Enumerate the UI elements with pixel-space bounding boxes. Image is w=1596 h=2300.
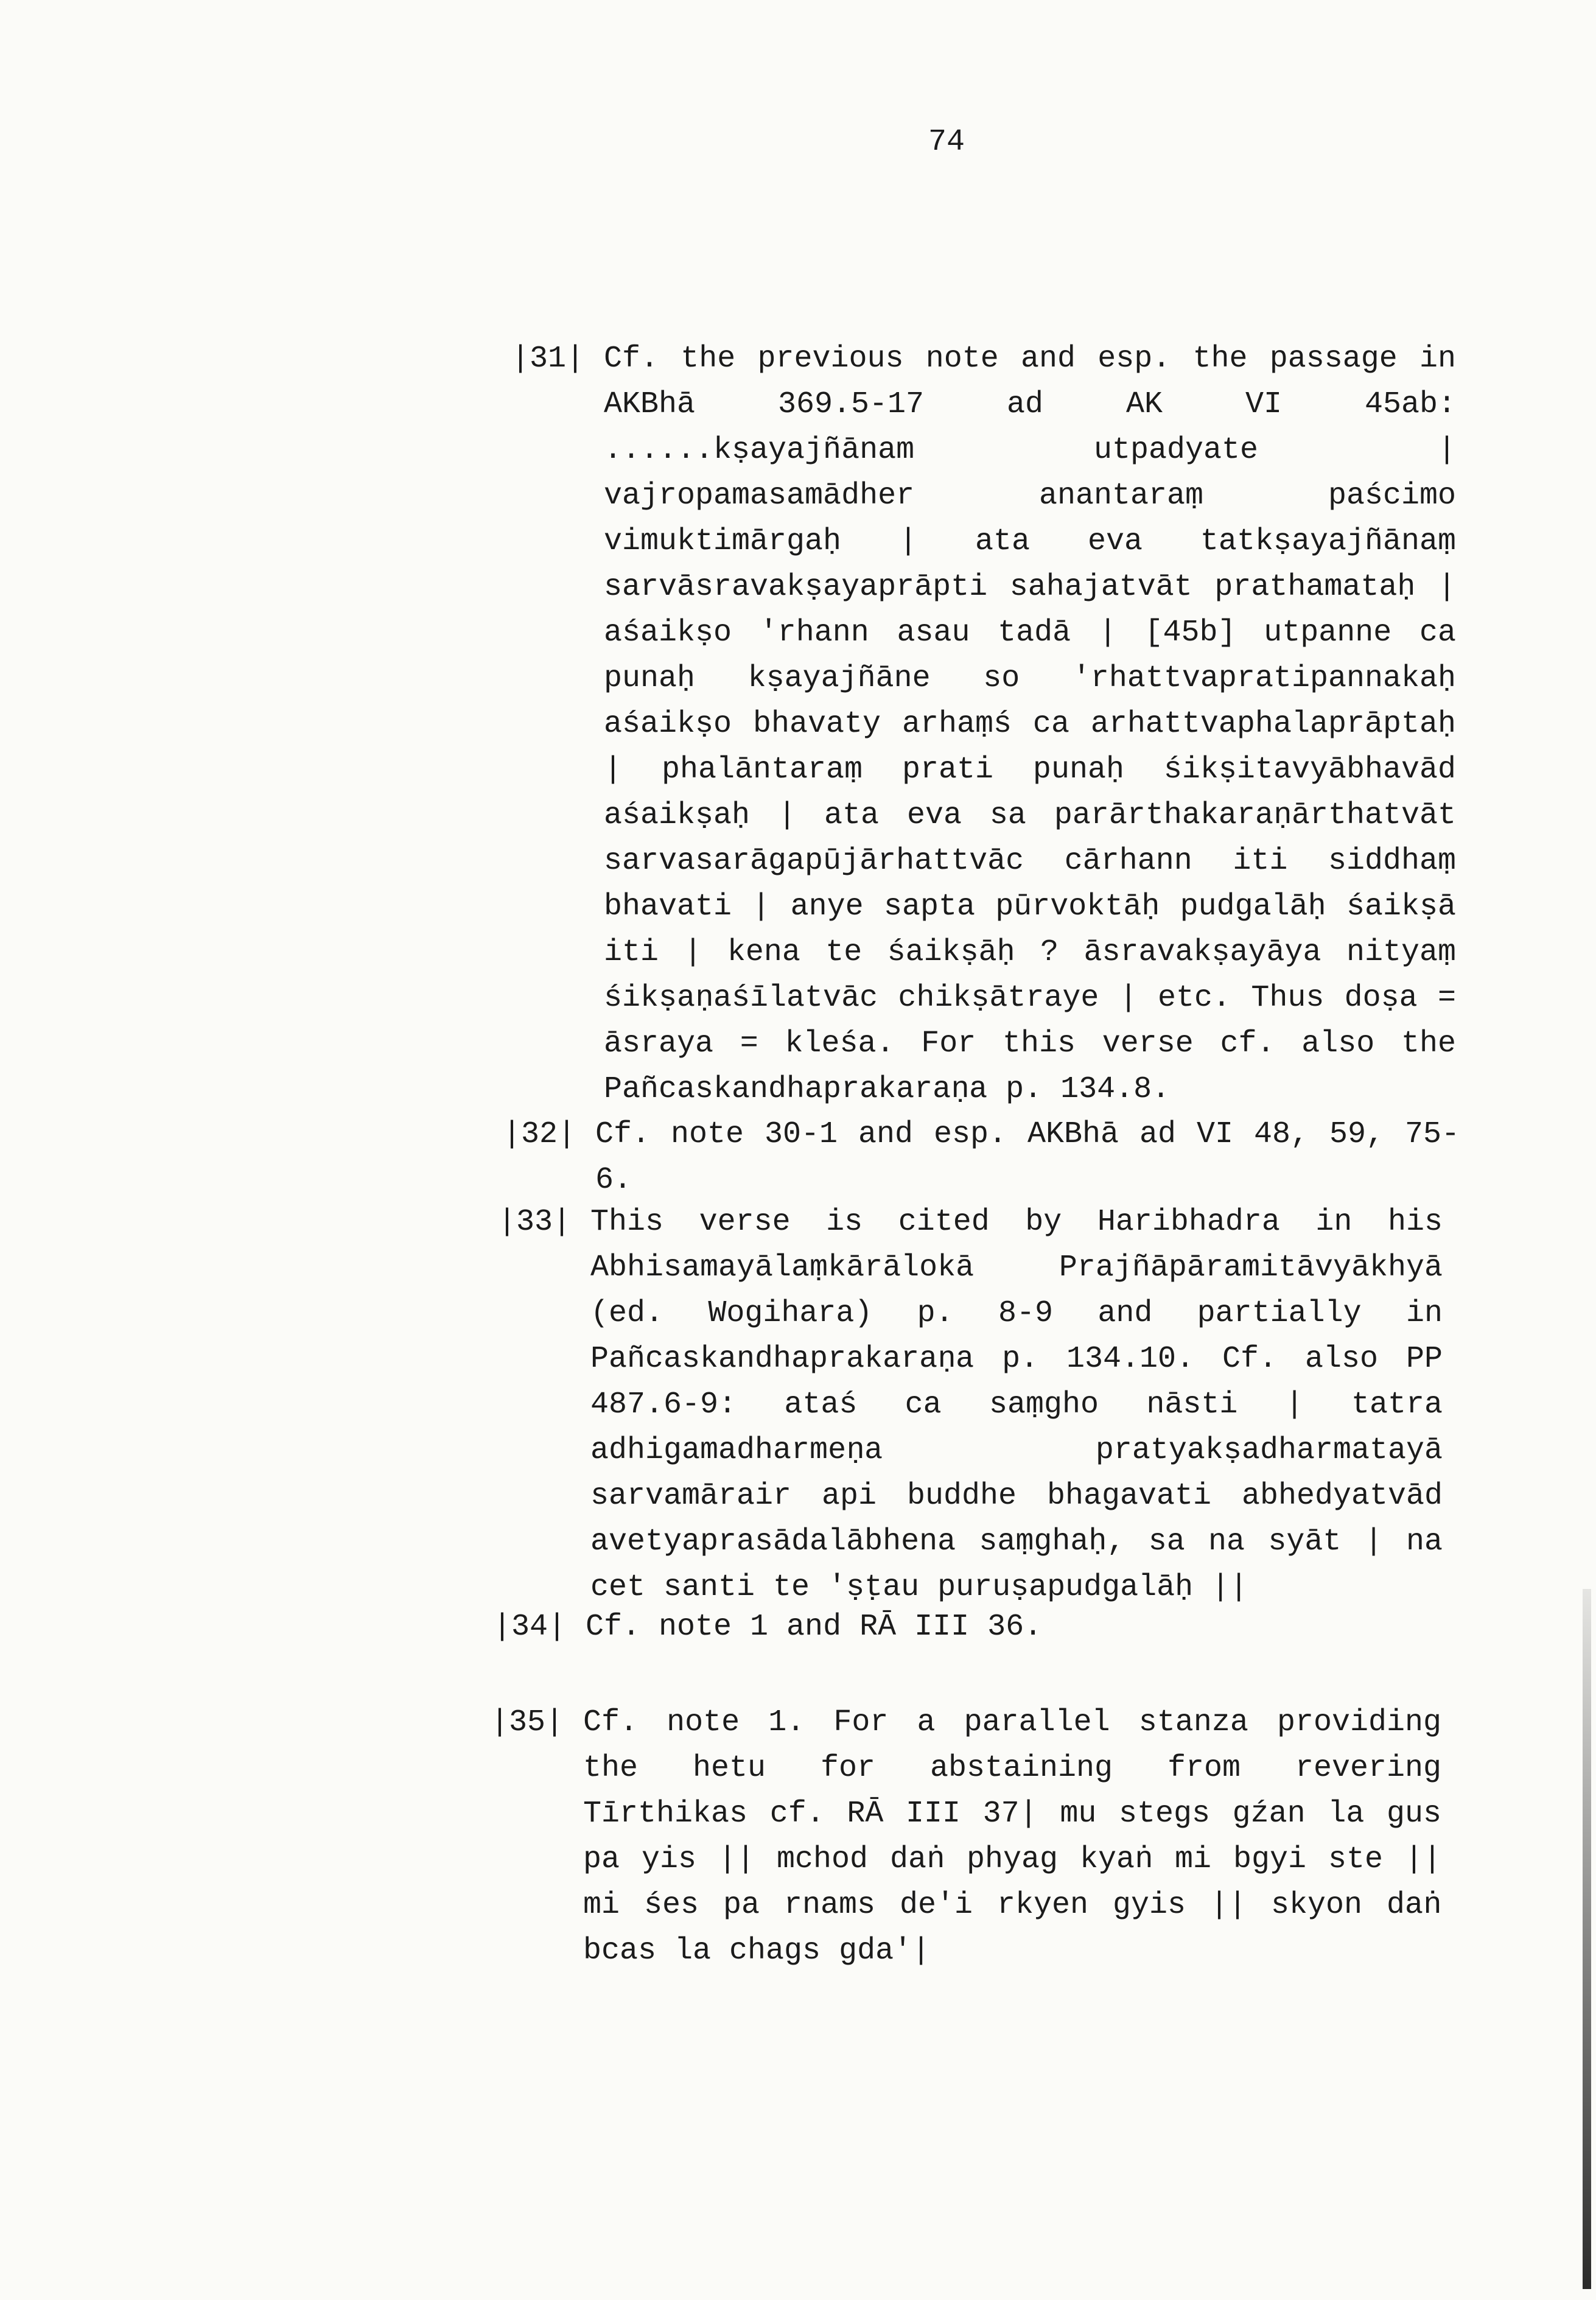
footnote-text: Cf. the previous note and esp. the passage in AKBhā 369.5-17 ad AK VI 45ab: ......kṣayajñānam utpadyate | vajropamasamādher anantaraṃ paścimo vimuktimārgaḥ | ata eva tatkṣayajñānaṃ sarvāsravakṣayaprāpti sahajatvāt prathamataḥ | aśaikṣo 'rhann asau tadā | [45b] utpanne ca punaḥ kṣayajñāne so 'rhattvapratipannakaḥ aśaikṣo bhavaty arhaṃś ca arhattvaphalaprāptaḥ | phalāntaraṃ prati punaḥ śikṣitavyābhavād aśaikṣaḥ | ata eva sa parārthakaraṇārthatvāt sarvasarāgapūjārhattvāc cārhann iti siddhaṃ bhavati | anye sapta pūrvoktāḥ pudgalāḥ śaikṣā iti | kena te śaikṣāḥ ? āsravakṣayāya nityaṃ śikṣaṇaśīlatvāc chikṣātraye | etc. Thus doṣa = āsraya = kleśa. For this verse cf. also the Pañcaskandhaprakaraṇa p. 134.8. (604, 342, 1475, 1107)
footnote-number: |31| (511, 342, 585, 376)
footnote-32 (503, 1112, 1460, 1203)
footnote-text: This verse is cited by Haribhadra in his Abhisamayālaṃkārālokā Prajñāpāramitāvyākhyā (ed. Wogihara) p. 8-9 and partially in Pañcaskandhaprakaraṇa p. 134.10. Cf. also PP 487.6-9: ataś ca saṃgho nāsti | tatra adhigamadharmeṇa pratyakṣadharmatayā sarvamārair api buddhe bhagavati abhedyatvād avetyaprasādalābhena saṃghaḥ, sa na syāt | na cet santi te 'ṣṭau puruṣapudgalāḥ || (590, 1205, 1461, 1605)
footnote-33 (498, 1199, 1461, 1610)
footnote-number: |34| (493, 1610, 567, 1644)
footnote-number: |33| (498, 1205, 572, 1239)
footnote-number: |35| (491, 1705, 564, 1740)
footnote-text: Cf. note 1 and RĀ III 36. (586, 1610, 1043, 1644)
footnote-text: Cf. note 1. For a parallel stanza providing the hetu for abstaining from revering Tīrthikas cf. RĀ III 37| mu stegs gźan la gus pa yis || mchod daṅ phyag kyaṅ mi bgyi ste || mi śes pa rnams de'i rkyen gyis || skyon daṅ bcas la chags gda'| (583, 1705, 1460, 1968)
page-number: 74 (928, 125, 965, 160)
footnote-35 (491, 1700, 1460, 1974)
footnote-34 (493, 1604, 1438, 1650)
scan-edge-shadow (1583, 1589, 1591, 2289)
footnote-number: |32| (503, 1117, 576, 1152)
footnote-text: Cf. note 30-1 and esp. AKBhā ad VI 48, 59, 75-6. (595, 1117, 1460, 1197)
footnote-31 (511, 336, 1475, 1112)
